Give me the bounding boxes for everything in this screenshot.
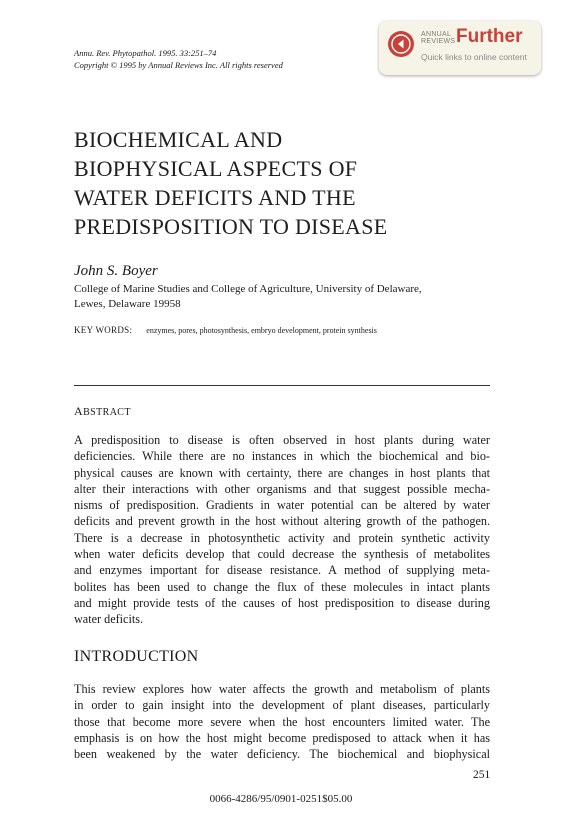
author-affiliation — [74, 282, 494, 312]
abstract-heading-rest: BSTRACT — [83, 407, 131, 418]
citation-line-1: Annu. Rev. Phytopathol. 1995. 33:251–74 — [74, 48, 217, 58]
journal-citation — [74, 47, 283, 71]
badge-tagline: Quick links to online content — [421, 52, 527, 62]
abstract-line: nisms of predisposition. Gradients in water potential can be altered by water — [74, 498, 490, 513]
abstract-line: deficiencies. While there are no instances in which the biochemical and bio- — [74, 449, 490, 464]
introduction-body — [74, 681, 490, 762]
page-number: 251 — [473, 769, 491, 781]
abstract-line: when water deficits develop that could decrease the synthesis of metabolites — [74, 547, 490, 562]
introduction-line: This review explores how water affects the growth and metabolism of plants — [74, 682, 490, 696]
footer-code: 0066-4286/95/0901-0251$05.00 — [209, 793, 353, 805]
abstract-line: deficits and prevent growth in the host without altering growth of the pathogen. — [74, 514, 490, 529]
abstract-line: A predisposition to disease is often observed in host plants during water — [74, 433, 490, 447]
annual-reviews-further-badge[interactable] — [379, 21, 541, 75]
abstract-line: bolites has been used to change the flux of these molecules in intact plants — [74, 579, 490, 594]
abstract-line: and enzymes important for disease resistance. A method of supplying meta- — [74, 563, 490, 578]
affiliation-line-1: College of Marine Studies and College of Agriculture, University of Delaware, — [74, 283, 422, 295]
introduction-heading: INTRODUCTION — [74, 648, 199, 665]
abstract-heading-initial: A — [74, 404, 84, 418]
abstract-heading — [74, 404, 131, 419]
badge-annual-reviews-label: ANNUAL REVIEWS — [421, 31, 456, 45]
article-title — [74, 125, 494, 241]
abstract-body — [74, 432, 490, 628]
play-circle-icon — [388, 31, 414, 57]
introduction-line: in order to gain insight into the development of plant diseases, particularly — [74, 698, 490, 713]
affiliation-line-2: Lewes, Delaware 19958 — [74, 298, 181, 310]
title-line-4: PREDISPOSITION TO DISEASE — [74, 214, 388, 239]
citation-line-2: Copyright © 1995 by Annual Reviews Inc. All rights reserved — [74, 60, 283, 70]
title-line-3: WATER DEFICITS AND THE — [74, 185, 356, 210]
abstract-line: physical causes are known with certainty, there are changes in host plants that — [74, 465, 490, 480]
introduction-line: been weakened by the water deficiency. The biochemical and biophysical — [74, 747, 490, 762]
title-line-1: BIOCHEMICAL AND — [74, 127, 283, 152]
keywords-label: KEY WORDS: — [74, 325, 133, 335]
abstract-line: There is a decrease in photosynthetic activity and protein synthetic activity — [74, 530, 490, 545]
abstract-line: and might provide tests of the causes of host predisposition to disease during — [74, 595, 490, 610]
abstract-line: alter their interactions with other organisms and that suggest possible mecha- — [74, 481, 490, 496]
divider-rule — [74, 385, 490, 386]
introduction-line: emphasis is on how the host might become predisposed to attack when it has — [74, 730, 490, 745]
keywords-text: enzymes, pores, photosynthesis, embryo development, protein synthesis — [146, 326, 377, 335]
introduction-line: those that become more severe when the host encounters limited water. The — [74, 714, 490, 729]
abstract-line-last: water deficits. — [74, 612, 144, 627]
title-line-2: BIOPHYSICAL ASPECTS OF — [74, 156, 358, 181]
author-name: John S. Boyer — [74, 263, 158, 279]
keywords — [74, 325, 377, 335]
badge-further-label: Further — [456, 26, 523, 47]
